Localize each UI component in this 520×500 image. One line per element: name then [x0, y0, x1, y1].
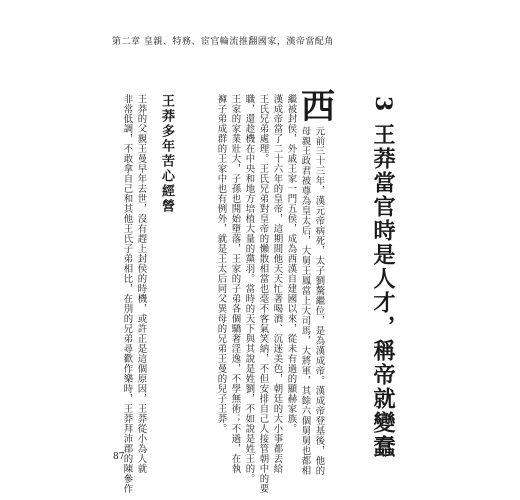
page-number: 87 [113, 452, 125, 462]
body-line: 元前三十三年，漢元帝病死，太子劉驁繼位，是為漢成帝。漢成帝登基後，他的 [313, 126, 325, 476]
drop-cap: 西 [301, 87, 335, 127]
body-line: 王氏兄弟處理。王氏兄弟對皇帝的懶散相當也毫不客氣笑納，不但安排自己人接管朝中的要 [257, 94, 269, 494]
chapter-title: 3 王莽當官時是人才，稱帝就變蠢 [370, 96, 396, 459]
body-line: 職，還趁機在中央和地方培植大量的黨羽。當時的天下與其說是姓劉，不如說是姓王的。 [243, 94, 255, 484]
body-line: 母親王政君被尊為皇太后，大舅王鳳當上大司馬，大將軍，其餘六個舅舅也都相 [299, 126, 311, 476]
section-line: 王莽的父親王曼早年去世，沒有趕上封侯的時機，或許正是這個原因，王莽從小為人就 [135, 94, 147, 474]
running-header: 第二章 皇親、特務、宦官輪流推翻國家，漢帝當配角 [112, 37, 334, 47]
body-line: 王家的家業壯大，子孫也開始墮落，王家的子弟各個驕奢淫逸，不學無術；不過，在執 [229, 94, 241, 474]
section-title: 王莽多年苦心經營 [159, 94, 174, 214]
body-line: 褲子弟成群的王家中也有例外，就是王太后同父異母的兄弟王曼的兒子王莽。 [215, 94, 227, 434]
body-line: 漢成帝當了二十六年的皇帝，這期間他天天忙著喝酒、沉迷美色，朝廷的大小事都丟給 [271, 94, 283, 474]
section-line: 非常低調，不敢拿自己和其他王氏子弟相比，在別的兄弟尋歡作樂時，王莽拜沛郡的陳參作 [121, 94, 133, 494]
body-line: 繼被封侯，外戚王家一門五侯，成為西漢自建國以來，從未有過的顯赫家族。 [285, 94, 297, 434]
